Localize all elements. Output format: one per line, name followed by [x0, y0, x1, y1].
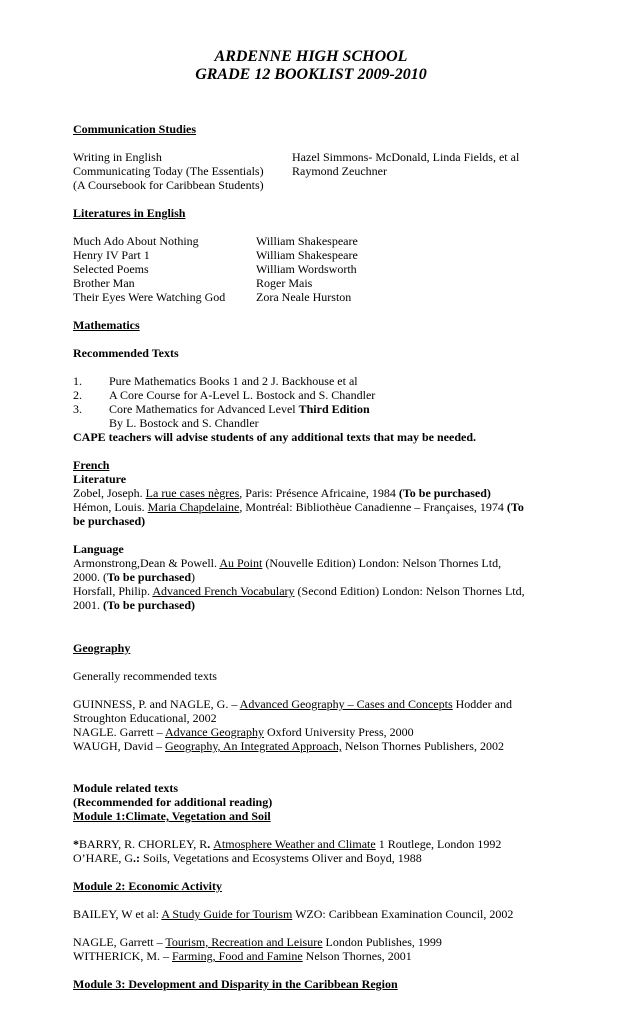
nagle2-author: NAGLE, Garrett – — [73, 935, 166, 949]
french-armonstrong-cont — [73, 570, 195, 584]
bailey-author: BAILEY, W et al: — [73, 907, 162, 921]
barry-author: BARRY, R. CHORLEY, R — [79, 837, 208, 851]
zobel-title: La rue cases nègres — [145, 486, 240, 500]
math-num-2: 2. — [73, 388, 82, 402]
bailey-pub: WZO: Caribbean Examination Council, 2002 — [292, 907, 514, 921]
horsfall-author: Horsfall, Philip. — [73, 584, 153, 598]
lit-title: Henry IV Part 1 — [73, 248, 150, 262]
hemon-pub: , Montréal: Bibliothèue Canadienne – Françaises, 1974 — [239, 500, 507, 514]
hemon-purchase: (To — [506, 500, 524, 514]
hemon-title: Maria Chapdelaine — [147, 500, 240, 514]
witherick-pub: Nelson Thornes, 2001 — [302, 949, 412, 963]
horsfall-year: 2001. — [73, 598, 103, 612]
horsfall-title: Advanced French Vocabulary — [152, 584, 295, 598]
french-horsfall — [73, 584, 525, 598]
title-school: ARDENNE HIGH SCHOOL — [214, 48, 408, 65]
bailey-title: A Study Guide for Tourism — [161, 907, 293, 921]
math-item-1: Pure Mathematics Books 1 and 2 J. Backhouse et al — [109, 374, 358, 388]
nagle-title: Advance Geography — [164, 725, 264, 739]
french-hemon — [73, 500, 524, 514]
french-armonstrong — [73, 556, 501, 570]
math-item-3-title: Core Mathematics for Advanced Level — [109, 402, 299, 416]
zobel-pub: , Paris: Présence Africaine, 1984 — [239, 486, 399, 500]
lit-author: Roger Mais — [256, 276, 313, 290]
math-num-3: 3. — [73, 402, 82, 416]
barry-asterisk: * — [73, 837, 79, 851]
lit-title: Selected Poems — [73, 262, 149, 276]
barry-title: Atmosphere Weather and Climate — [213, 837, 376, 851]
armonstrong-purchase: To be purchased — [107, 570, 192, 584]
french-horsfall-cont — [73, 598, 195, 612]
title-booklist: GRADE 12 BOOKLIST 2009-2010 — [195, 66, 427, 83]
comm-title-2: Communicating Today (The Essentials) — [73, 164, 264, 178]
geo-barry — [73, 837, 501, 851]
waugh-author: WAUGH, David – — [73, 739, 165, 753]
geo-guinness-cont: Stroughton Educational, 2002 — [73, 711, 217, 725]
geo-general: Generally recommended texts — [73, 669, 217, 683]
armonstrong-year: 2000. ( — [73, 570, 107, 584]
heading-module-2: Module 2: Economic Activity — [73, 879, 222, 893]
geo-witherick — [73, 949, 412, 963]
math-item-3-authors: By L. Bostock and S. Chandler — [109, 416, 259, 430]
geo-bailey — [73, 907, 513, 921]
french-language: Language — [73, 542, 124, 556]
hemon-author: Hémon, Louis. — [73, 500, 148, 514]
math-item-3 — [109, 402, 370, 416]
heading-geography: Geography — [73, 641, 131, 655]
waugh-pub: Nelson Thornes Publishers, 2002 — [341, 739, 504, 753]
comm-author-2: Raymond Zeuchner — [292, 164, 387, 178]
comm-title-1: Writing in English — [73, 150, 162, 164]
geo-ohare — [73, 851, 422, 865]
math-item-3-edition: Third Edition — [298, 402, 370, 416]
horsfall-pub: (Second Edition) London: Nelson Thornes Ltd, — [294, 584, 525, 598]
math-item-2: A Core Course for A-Level L. Bostock and S. Chandler — [109, 388, 376, 402]
lit-title: Brother Man — [73, 276, 135, 290]
armonstrong-title: Au Point — [219, 556, 263, 570]
lit-author: William Shakespeare — [256, 234, 358, 248]
lit-author: William Wordsworth — [256, 262, 357, 276]
hemon-purchase-cont: be purchased) — [73, 514, 146, 528]
armonstrong-pub: (Nouvelle Edition) London: Nelson Thornes Ltd, — [262, 556, 502, 570]
nagle-pub: Oxford University Press, 2000 — [263, 725, 414, 739]
geo-waugh — [73, 739, 504, 753]
nagle-author: NAGLE. Garrett – — [73, 725, 165, 739]
math-cape-note: CAPE teachers will advise students of any additional texts that may be needed. — [73, 430, 477, 444]
heading-module-3: Module 3: Development and Disparity in the Caribbean Region — [73, 977, 398, 991]
waugh-title: Geography, An Integrated Approach, — [165, 739, 342, 753]
french-literature: Literature — [73, 472, 127, 486]
barry-pub: 1 Routlege, London 1992 — [375, 837, 502, 851]
ohare-author: O’HARE, G — [73, 851, 133, 865]
comm-author-1: Hazel Simmons- McDonald, Linda Fields, et al — [292, 150, 520, 164]
geo-guinness — [73, 697, 512, 711]
math-num-1: 1. — [73, 374, 82, 388]
geo-recommended-additional: (Recommended for additional reading) — [73, 795, 273, 809]
geo-nagle — [73, 725, 414, 739]
ohare-sep: .: — [133, 851, 140, 865]
lit-author: Zora Neale Hurston — [256, 290, 352, 304]
nagle2-pub: London Publishes, 1999 — [322, 935, 442, 949]
math-recommended-texts: Recommended Texts — [73, 346, 179, 360]
nagle2-title: Tourism, Recreation and Leisure — [165, 935, 323, 949]
lit-title: Much Ado About Nothing — [73, 234, 199, 248]
guinness-title: Advanced Geography – Cases and Concepts — [239, 697, 453, 711]
armonstrong-author: Armonstrong,Dean & Powell. — [73, 556, 220, 570]
heading-module-1: Module 1:Climate, Vegetation and Soil — [73, 809, 271, 823]
barry-sep: . — [207, 837, 214, 851]
geo-module-related: Module related texts — [73, 781, 179, 795]
heading-literatures: Literatures in English — [73, 206, 186, 220]
heading-communication-studies: Communication Studies — [73, 122, 197, 136]
witherick-author: WITHERICK, M. – — [73, 949, 172, 963]
heading-french: French — [73, 458, 110, 472]
heading-mathematics: Mathematics — [73, 318, 140, 332]
zobel-purchase: (To be purchased) — [398, 486, 491, 500]
armonstrong-close: ) — [191, 570, 196, 584]
geo-nagle-2 — [73, 935, 442, 949]
lit-author: William Shakespeare — [256, 248, 358, 262]
guinness-author: GUINNESS, P. and NAGLE, G. – — [73, 697, 240, 711]
guinness-pub: Hodder and — [452, 697, 512, 711]
witherick-title: Farming, Food and Famine — [172, 949, 303, 963]
horsfall-purchase: (To be purchased) — [103, 598, 196, 612]
zobel-author: Zobel, Joseph. — [73, 486, 146, 500]
lit-title: Their Eyes Were Watching God — [73, 290, 226, 304]
comm-title-2-sub: (A Coursebook for Caribbean Students) — [73, 178, 264, 192]
french-zobel — [73, 486, 491, 500]
ohare-pub: Soils, Vegetations and Ecosystems Oliver and Boyd, 1988 — [140, 851, 422, 865]
